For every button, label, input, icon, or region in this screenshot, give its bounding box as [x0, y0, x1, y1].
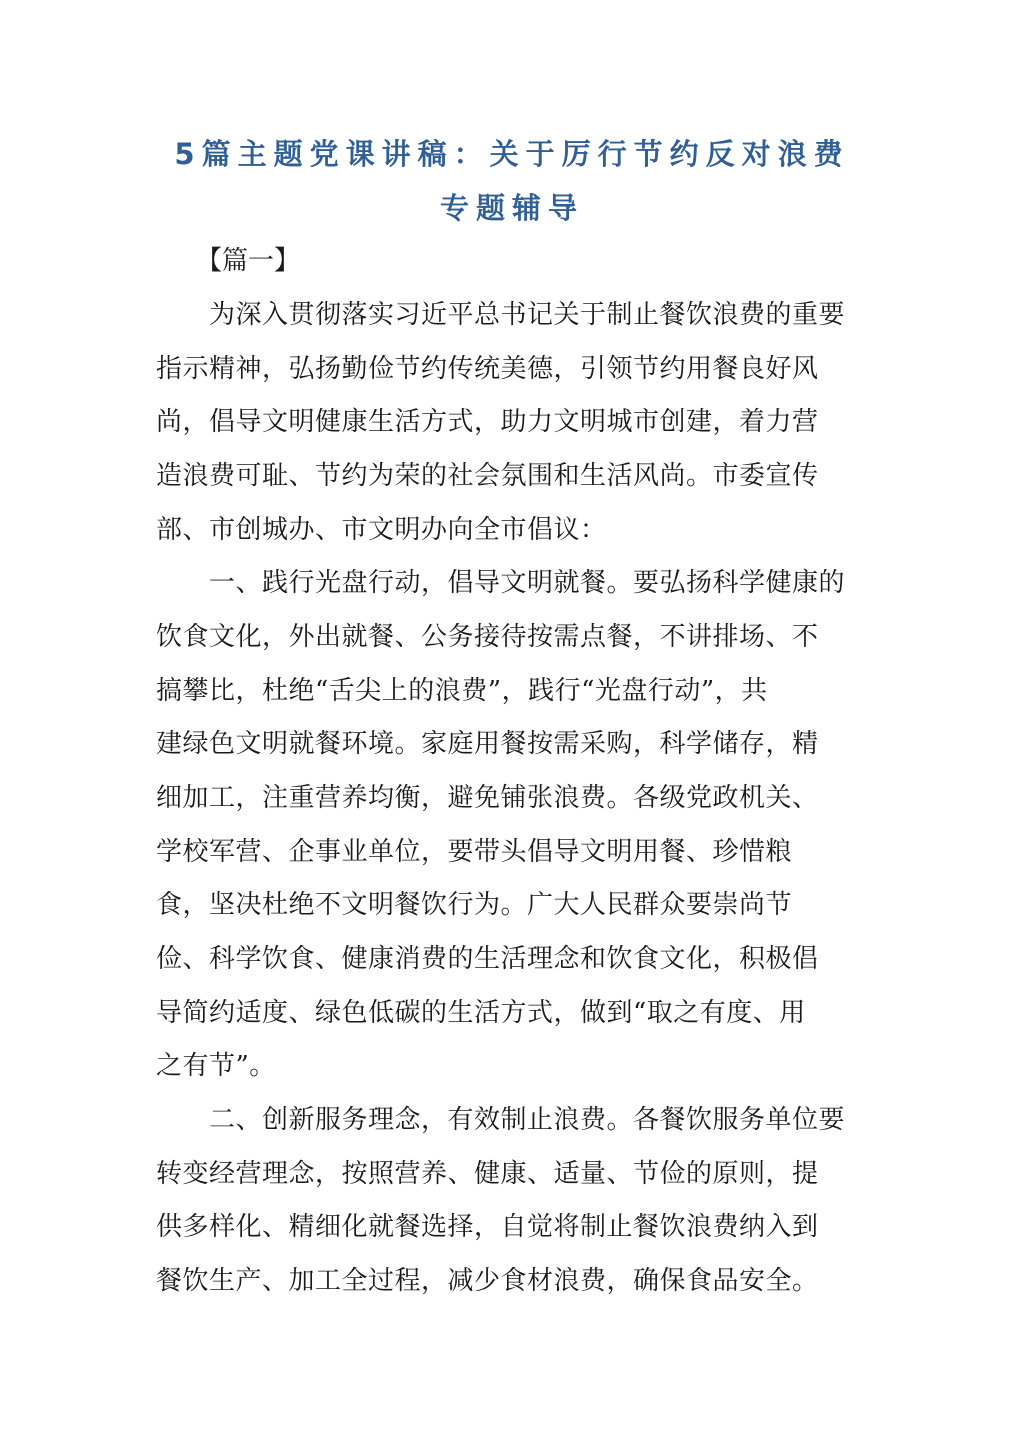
document-title-line-1: 5篇主题党课讲稿：关于厉行节约反对浪费	[174, 137, 850, 171]
body-line: 学校军营、企事业单位，要带头倡导文明用餐、珍惜粮	[156, 837, 793, 867]
body-line: 之有节”。	[156, 1051, 276, 1081]
body-line: 细加工，注重营养均衡，避免铺张浪费。各级党政机关、	[156, 783, 819, 813]
body-line: 搞攀比，杜绝“舌尖上的浪费”，践行“光盘行动”，共	[156, 676, 768, 706]
body-line: 饮食文化，外出就餐、公务接待按需点餐，不讲排场、不	[156, 622, 819, 652]
body-line: 餐饮生产、加工全过程，减少食材浪费，确保食品安全。	[156, 1266, 819, 1296]
body-line: 一、践行光盘行动，倡导文明就餐。要弘扬科学健康的	[156, 568, 846, 598]
body-line: 部、市创城办、市文明办向全市倡议：	[156, 515, 607, 545]
body-line: 为深入贯彻落实习近平总书记关于制止餐饮浪费的重要	[156, 300, 846, 330]
document-title-line-2: 专题辅导	[439, 191, 584, 225]
body-line: 导简约适度、绿色低碳的生活方式，做到“取之有度、用	[156, 998, 806, 1028]
body-line: 食，坚决杜绝不文明餐饮行为。广大人民群众要崇尚节	[156, 890, 793, 920]
body-line: 指示精神，弘扬勤俭节约传统美德，引领节约用餐良好风	[156, 354, 819, 384]
body-line: 造浪费可耻、节约为荣的社会氛围和生活风尚。市委宣传	[156, 461, 819, 491]
body-line: 转变经营理念，按照营养、健康、适量、节俭的原则，提	[156, 1159, 819, 1189]
body-line: 俭、科学饮食、健康消费的生活理念和饮食文化，积极倡	[156, 944, 819, 974]
body-line: 尚，倡导文明健康生活方式，助力文明城市创建，着力营	[156, 407, 819, 437]
body-line: 二、创新服务理念，有效制止浪费。各餐饮服务单位要	[156, 1105, 846, 1135]
body-line: 供多样化、精细化就餐选择，自觉将制止餐饮浪费纳入到	[156, 1212, 819, 1242]
section-heading: 【篇一】	[196, 246, 301, 276]
body-line: 建绿色文明就餐环境。家庭用餐按需采购，科学储存，精	[156, 729, 819, 759]
